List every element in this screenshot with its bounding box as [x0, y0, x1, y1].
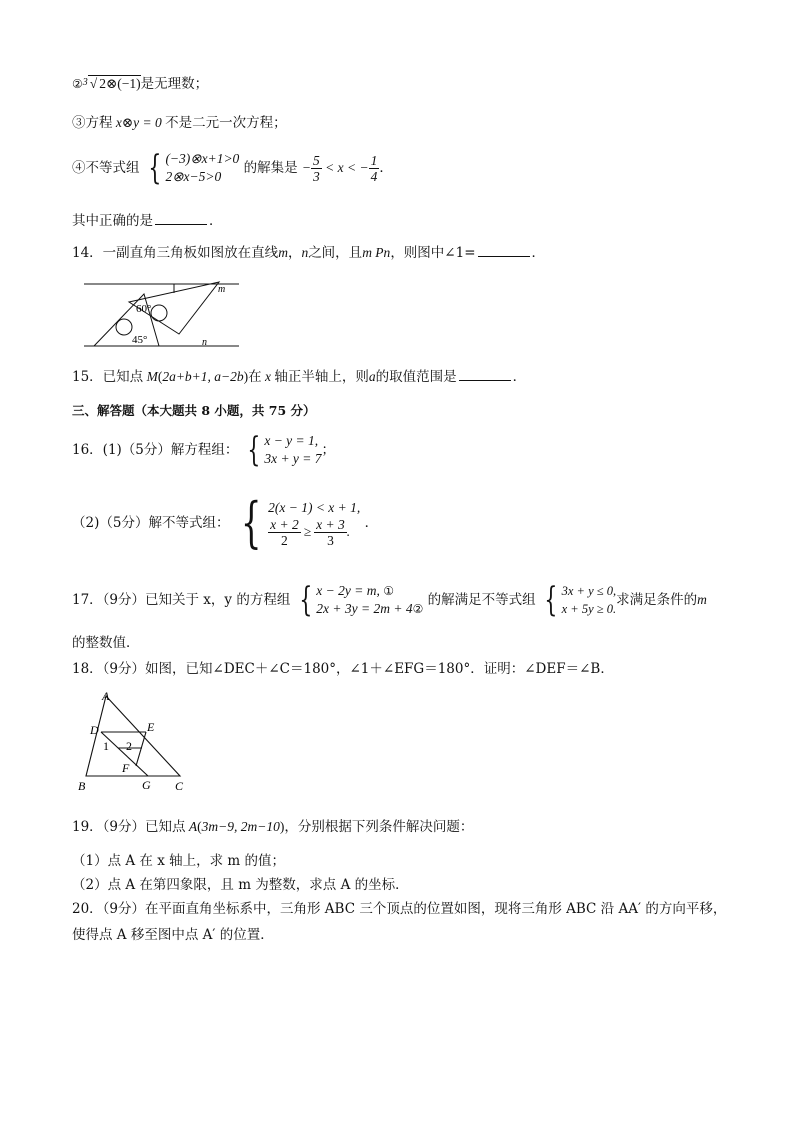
label-d: D: [90, 723, 99, 737]
q13-item2-text: 是无理数；: [140, 76, 209, 92]
triangle-rulers-figure: [84, 276, 244, 350]
label-angle2: 2: [126, 739, 132, 753]
inequality-system: { 3x + y ≤ 0, x + 5y ≥ 0.: [544, 580, 617, 620]
triangle-abc: [86, 696, 180, 776]
label-a: A: [102, 689, 110, 703]
label-angle1: 1: [103, 739, 109, 753]
label-60: 60°: [136, 303, 152, 315]
circle-hole: [151, 305, 167, 321]
section-title: 三、解答题（本大题共 8 小题，共 75 分）: [72, 403, 316, 418]
label-f: F: [122, 761, 130, 775]
q19-text: 19．（9分）已知点 A(3m−9, 2m−10)，分别根据下列条件解决问题：: [72, 819, 474, 835]
label-e: E: [147, 720, 155, 734]
triangle-abc-figure: [76, 688, 196, 794]
q16-part2: （2)（5分）解不等式组： { 2(x − 1) < x + 1, $\frac{x + 2}{2}$ ≥ $\frac{x + 3}{3}$ . ．: [72, 491, 379, 554]
q16-part1: 16．(1)（5分）解方程组： { x − y = 1, 3x + y = 7 ；: [72, 430, 336, 470]
label-b: B: [78, 779, 86, 793]
q19-sub1: （1）点 A 在 x 轴上，求 m 的值；: [72, 853, 286, 869]
q18-text: 18．（9分）如图，已知∠DEC＋∠C＝180°，∠1＋∠EFG＝180°．证明：∠DEF＝∠B．: [72, 661, 614, 677]
answer-blank[interactable]: [478, 244, 530, 257]
circle-hole: [116, 319, 132, 335]
inequality-system: { 2(x − 1) < x + 1, $\frac{x + 2}{2}$ ≥ $\frac{x + 3}{3}$ .: [240, 491, 361, 554]
q17-text: 17．（9分）已知关于 x，y 的方程组 { x − 2y = m, ① 2x + 3y = 2m + 4② 的解满足不等式组 { 3x + y ≤ 0, x + 5y ≥ 0. 求满足条件的m: [72, 580, 707, 620]
label-g: G: [142, 778, 151, 792]
label-n: n: [202, 337, 207, 348]
q20-line2: 使得点 A 移至图中点 A′ 的位置．: [72, 927, 274, 943]
label-m: m: [218, 284, 226, 295]
q13-item3: ③方程 x⊗y = 0 不是二元一次方程；: [72, 115, 287, 131]
triangle-45: [94, 294, 159, 346]
q13-item4: ④不等式组 { (−3)⊗x+1>0 2⊗x−5>0 的解集是 − $\frac{5}{3}$ < x < − $\frac{1}{4}$ ．: [72, 148, 393, 188]
q15-text: 15．已知点 M(2a+b+1, a−2b)在 x 轴正半轴上，则a的取值范围是 ．: [72, 369, 527, 385]
answer-blank[interactable]: [155, 212, 207, 225]
q13-item2: ②$^3$ √ 2⊗(−1)是无理数；: [72, 76, 209, 92]
q14-text: 14．一副直角三角板如图放在直线m，n之间，且m Pn，则图中∠1= ．: [72, 245, 546, 261]
answer-blank[interactable]: [459, 368, 511, 381]
q13-conclusion: 其中正确的是 ．: [72, 213, 223, 229]
q19-sub2: （2）点 A 在第四象限，且 m 为整数，求点 A 的坐标．: [72, 877, 409, 893]
equation-system: { x − 2y = m, ① 2x + 3y = 2m + 4②: [298, 580, 424, 620]
q20-line1: 20．（9分）在平面直角坐标系中，三角形 ABC 三个顶点的位置如图，现将三角形 ABC 沿 AA′ 的方向平移，: [72, 901, 727, 917]
equation-system: { x − y = 1, 3x + y = 7: [247, 430, 322, 470]
label-45: 45°: [132, 334, 148, 346]
q17-text-2: 的整数值．: [72, 635, 140, 651]
label-c: C: [175, 779, 184, 793]
segment-ef: [136, 732, 146, 766]
inequality-system: { (−3)⊗x+1>0 2⊗x−5>0: [148, 148, 240, 188]
